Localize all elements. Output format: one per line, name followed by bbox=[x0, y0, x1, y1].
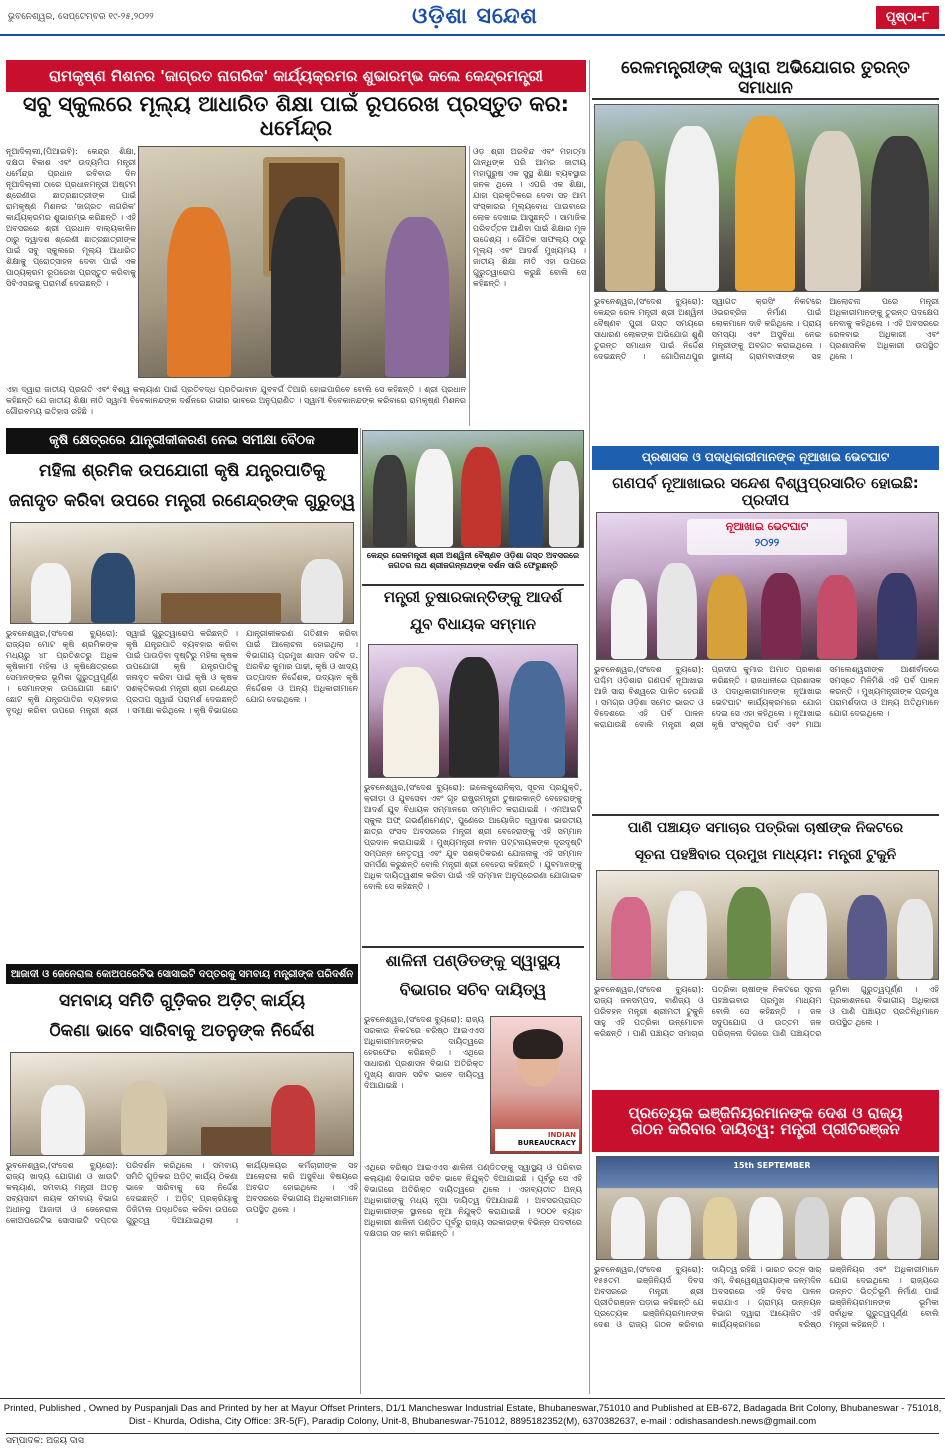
engineers-headline-2: ଗଠନ କରିବାର ଦାୟିତ୍ୱ: ମନ୍ତ୍ରୀ ପ୍ରୀତିରଞ୍ଜନ bbox=[631, 1120, 900, 1138]
agri-headline-2: ଜନାଦୃତ କରିବା ଉପରେ ମନ୍ତ୍ରୀ ରଣେନ୍ଦ୍ରଙ୍କ ଗୁରୁତ୍ୱ bbox=[8, 491, 356, 512]
engineers-headline-1: ପ୍ରତ୍ୟେକ ଇଞ୍ଜିନିୟରମାନଙ୍କ ଦେଶ ଓ ରାଜ୍ୟ bbox=[628, 1103, 903, 1122]
imprint-line-1: Printed, Published , Owned by Puspanjali Das and Printed by her at Mayur Offset Printers, D1/1 Mancheswar Industrial Estate, Bhubaneswar,751010 and Published at EB-672, Badagada Brit Colony, Bhubaneswar - 751018, bbox=[3, 1403, 942, 1414]
story1-right: ଓଡ଼ ଶ୍ରୀ ଅରବିନ୍ଦ ଏବଂ ମହାତ୍ମା ଗାନ୍ଧିଙ୍କ ପରି ଆମର ଜାତୀୟ ମହାପୁରୁଷ ଏକ ସୁସ୍ଥ ଶିକ୍ଷା ବ୍ୟବସ୍ଥାର ଜନକ ଥିଲେ । ଏପରି ଏକ ଶିକ୍ଷା, ଯାହା ପ୍ରକୃତିକରେ ଦେବା ସହ ଆମ ସଂସ୍କାରର ମୂଲ୍ୟବୋଧ ପାଇବାରେ ଲୋକ ଦେଖାଇ ଆସୁଛନ୍ତି । ସାମାଜିକ ପରିବର୍ତ୍ତନ ଆଣିବା ପାଇଁ ଶିକ୍ଷାର ମୂଳ ଉଦ୍ଦେଶ୍ୟ । ଗୌତିକ ସାଫଲ୍ୟ ଠାରୁ ମୂଲ୍ୟ ଏବଂ ଆଦର୍ଶ ମୁଖ୍ୟମୟ । ଜାତୀୟ ଶିକ୍ଷା ନୀତି ଏହା ଉପରେ ଗୁରୁତ୍ୱାରୋପ କରୁଛି ବୋଲି ସେ କହିଛନ୍ତି । bbox=[473, 147, 586, 288]
mla-headline-1: ମନ୍ତ୍ରୀ ତୁଷାରକାନ୍ତିଙ୍କୁ ଆଦର୍ଶ bbox=[362, 584, 584, 610]
water-photo bbox=[596, 870, 939, 980]
engineers-body: ଭୁବନେଶ୍ୱର,(ସଂଦେଶ ବ୍ୟୁରୋ): ୧୫୫ତମ ଇଞ୍ଜିନିୟର୍ସ ଦିବସ ଅବସରରେ ମନ୍ତ୍ରୀ ଶ୍ରୀ ପ୍ରୀତିରଞ୍ଜନ ଘଡ଼ାଇ କହିଛନ୍ତି ଯେ ପ୍ରତ୍ୟେକ ଇଞ୍ଜିନିୟରମାନଙ୍କ ଦେଶ ଓ ରାଜ୍ୟ ଗଠନ କରିବାର ଦାୟିତ୍ୱ ରହିଛି । ଭାରତ ରତ୍ନ ସାର୍ ଏମ୍. ବିଶ୍ୱେଶ୍ୱରାୟାଙ୍କ ଜନ୍ମଦିନ ଅବସରରେ ଏହି ଦିବସ ପାଳନ କରାଯାଏ । ଗ୍ରାମ୍ୟ ଉନ୍ନୟନ ବିଭାଗ ଦ୍ୱାରା ଆୟୋଜିତ ଏହି କାର୍ଯ୍ୟକ୍ରମରେ ବରିଷ୍ଠ ଇଞ୍ଜିନିୟର ଏବଂ ଅଧିକାରୀମାନେ ଯୋଗ ଦେଇଥିଲେ । ରାଜ୍ୟରେ ଉନ୍ନତ ଭିତ୍ତିଭୂମି ନିର୍ମାଣ ପାଇଁ ଇଞ୍ଜିନିୟରମାନଙ୍କ ଭୂମିକା ସର୍ବାଧିକ ଗୁରୁତ୍ୱପୂର୍ଣ୍ଣ ବୋଲି ମନ୍ତ୍ରୀ କହିଛନ୍ତି । bbox=[594, 1265, 939, 1329]
imprint-line-2: Dist - Khurda, Odisha, City Office: 3R-5(F), Paradip Colony, Unit-8, Bhubaneswar-751012, 8895182352(M), 6370382637, e-mail : odishasandesh.news@gmail.com bbox=[128, 1416, 817, 1427]
water-headline-1: ପାଣି ପଞ୍ଚାୟତ ସମାଚାର ପତ୍ରିକା ଚାଷୀଙ୍କ ନିକଟରେ bbox=[592, 814, 939, 840]
story1-photo bbox=[138, 146, 466, 378]
puri-photo bbox=[362, 430, 584, 548]
mla-photo bbox=[368, 644, 578, 778]
engineers-stage-text: 15th SEPTEMBER bbox=[733, 1161, 811, 1170]
mla-body: ଭୁବନେଶ୍ୱର,(ସଂଦେଶ ବ୍ୟୁରୋ): ଇଲେକ୍ଟ୍ରୋନିକ୍ସ, ସୂଚନା ପ୍ରଯୁକ୍ତି, କ୍ରୀଡ଼ା ଓ ଯୁବସେବା ଏବଂ ଗୃହ ରାଷ୍ଟ୍ରମନ୍ତ୍ରୀ ତୁଷାରକାନ୍ତି ବେହେରାଙ୍କୁ ଆଦର୍ଶ ଯୁବ ବିଧାୟକ ସମ୍ମାନରେ ସମ୍ମାନିତ କରାଯାଇଛି । ଏମଆଇଟି ସ୍କୁଲ ଅଫ୍ ଗଭର୍ଣ୍ଣମେଣ୍ଟ, ପୁଣେରେ ଆୟୋଜିତ ଦ୍ୱାଦଶ ଭାରତୀୟ ଛାତ୍ର ସଂସଦ ଅବସରରେ ମନ୍ତ୍ରୀ ଶ୍ରୀ ବେହେରାଙ୍କୁ ଏହି ସମ୍ମାନ ପ୍ରଦାନ କରାଯାଇଛି । ମୁଖ୍ୟମନ୍ତ୍ରୀ ନବୀନ ପଟ୍ଟନାୟକଙ୍କ ଦୂରଦୃଷ୍ଟି ସମ୍ପନ୍ନ ନେତୃତ୍ୱ ଏବଂ ଯୁବ ସଶକ୍ତିକରଣ ଯୋଜନାକୁ ଏହି ସମ୍ମାନ ସମର୍ପଣ କରୁଛନ୍ତି ବୋଲି ମନ୍ତ୍ରୀ ଶ୍ରୀ ବେହେରା କହିଛନ୍ତି । ଯୁବମାନଙ୍କୁ ଅଧିକ ଦାୟିତ୍ୱଶୀଳ କରିବା ପାଇଁ ଏହି ସମ୍ମାନ ଅନୁପ୍ରେରଣା ଯୋଗାଇବ ବୋଲି ସେ କହିଛନ୍ତି । bbox=[364, 783, 582, 891]
mla-headline-2: ଯୁବ ବିଧାୟକ ସମ୍ମାନ bbox=[409, 615, 537, 634]
shalini-body-top: ଭୁବନେଶ୍ୱର,(ସଂଦେଶ ବ୍ୟୁରୋ): ରାଜ୍ୟ ସରକାର ନିକଟରେ ବରିଷ୍ଠ ଆଇଏଏସ ଅଧିକାରୀମାନଙ୍କର ଦାୟିତ୍ୱରେ ହେରଫେର କରିଛନ୍ତି । ଏଥିରେ ସାଧାରଣ ପ୍ରଶାସନ ବିଭାଗ ଅତିରିକ୍ତ ମୁଖ୍ୟ ଶାସନ ସଚିବ ଭାବେ ଦାୟିତ୍ୱ ଦିଆଯାଇଛି । bbox=[364, 1015, 484, 1090]
rail-body: ଭୁବନେଶ୍ୱର,(ସଂଦେଶ ବ୍ୟୁରୋ): କେନ୍ଦ୍ର ରେଳ ମନ୍ତ୍ରୀ ଶ୍ରୀ ଅଶ୍ୱିନୀ ବୈଷ୍ଣବ ପୁରୀ ଗସ୍ତ ସମୟରେ ସାଧାରଣ ଲୋକଙ୍କ ଅଭିଯୋଗ ଶୁଣି ତୁରନ୍ତ ସମାଧାନ ପାଇଁ ନିର୍ଦ୍ଦେଶ ଦେଇଛନ୍ତି । ଗୋପିନାଥପୁର ସ୍ୱାଗତ କ୍ରସିଂ ନିକଟରେ ଓଭରବ୍ରିଜ ନିର୍ମାଣ ପାଇଁ ଲୋକମାନେ ଦାବି କରିଥିଲେ । ପ୍ରାୟ ସମସ୍ୟା ଏବଂ ଅସୁବିଧା ନେଇ ମନ୍ତ୍ରୀଙ୍କୁ ଅବଗତ କରାଇଥିଲେ । ସ୍ଥାନୀୟ ଗ୍ରାମବାସୀଙ୍କ ସହ ଆଲୋଚନା ପରେ ମନ୍ତ୍ରୀ ଅଧିକାରୀମାନଙ୍କୁ ତୁରନ୍ତ ପଦକ୍ଷେପ ନେବାକୁ କହିଥିଲେ । ଏହି ଅବସରରେ ରେଳବାଇ ଅଧିକାରୀ ଏବଂ ପ୍ରଶାସନିକ ଅଧିକାରୀ ଉପସ୍ଥିତ ଥିଲେ । bbox=[594, 297, 939, 361]
water-body: ଭୁବନେଶ୍ୱର,(ସଂଦେଶ ବ୍ୟୁରୋ): ରାଜ୍ୟ ଜଳସମ୍ପଦ, ବାଣିଜ୍ୟ ଓ ପରିବହନ ମନ୍ତ୍ରୀ ଶ୍ରୀମତୀ ଟୁକୁନି ସାହୁ ଏହି ପତ୍ରିକା ଉନ୍ମୋଚନ କରିଛନ୍ତି । ପାଣି ପଞ୍ଚାୟତ ସମାଚାର ପତ୍ରିକା ଚାଷୀଙ୍କ ନିକଟରେ ସୂଚନା ପହଞ୍ଚାଇବାର ପ୍ରମୁଖ ମାଧ୍ୟମ ବୋଲି ସେ କହିଛନ୍ତି । ଜଳ ସଦୁପଯୋଗ ଓ ଉତ୍ତମ ଜଳ ପରିଚାଳନା ଦିଗରେ ପାଣି ପଞ୍ଚାୟତର ଭୂମିକା ଗୁରୁତ୍ୱପୂର୍ଣ୍ଣ । ଏହି ପ୍ରକାଶନରେ ବିଭାଗୀୟ ଅଧିକାରୀ ଓ ପାଣି ପଞ୍ଚାୟତ ପ୍ରତିନିଧିମାନେ ଉପସ୍ଥିତ ଥିଲେ । bbox=[594, 985, 939, 1038]
column-divider bbox=[589, 60, 590, 1394]
nuakhai-banner: ନୂଆଖାଇ ଭେଟଘାଟ ୨୦୨୨ bbox=[687, 519, 847, 555]
nuakhai-body: ଭୁବନେଶ୍ୱର,(ସଂଦେଶ ବ୍ୟୁରୋ): ପଶ୍ଚିମ ଓଡ଼ିଶାର ଗଣପର୍ବ ନୂଆଖାଇ ଆଜି ସାରା ବିଶ୍ୱରେ ପାଳିତ ହେଉଛି । ସମଗ୍ର ଓଡ଼ିଶା ସମେତ ଭାରତ ଓ ବିଦେଶରେ ଏହି ପର୍ବ ପାଳନ କରାଯାଉଛି ବୋଲି ମନ୍ତ୍ରୀ ଶ୍ରୀ ପ୍ରଦୀପ କୁମାର ଅମାତ ପ୍ରକାଶ କରିଛନ୍ତି । ରାଜଧାନୀରେ ପ୍ରଶାସକ ଓ ପଦାଧିକାରୀମାନଙ୍କ ନୂଆଖାଇ ଭେଟଘାଟ କାର୍ଯ୍ୟକ୍ରମରେ ଯୋଗ ଦେଇ ସେ ଏହା କହିଥିଲେ । ନୂଆଖାଇ କୃଷି ସଂସ୍କୃତିର ପର୍ବ ଏବଂ ମାଆ ସମଲେଶ୍ୱରୀଙ୍କ ଆଶୀର୍ବାଦରେ ସମସ୍ତେ ମିଳିମିଶି ଏହି ପର୍ବ ପାଳନ କରନ୍ତି । ମୁଖ୍ୟମନ୍ତ୍ରୀଙ୍କ ପ୍ରମୁଖ ପରାମର୍ଶଦାତା ଓ ଅନ୍ୟ ଅତିଥିମାନେ ଯୋଗ ଦେଇଥିଲେ । bbox=[594, 665, 939, 729]
column-divider bbox=[360, 428, 361, 1394]
coop-band: ଆଜାଦୀ ଓ ଜେନେରାଲ କୋଅପରେଟିଭ ସୋସାଇଟି ଦପ୍ତରକୁ ସମବାୟ ମନ୍ତ୍ରୀଙ୍କ ପରିଦର୍ଶନ bbox=[6, 964, 358, 984]
indian-bureaucracy-badge: INDIAN BUREAUCRACY bbox=[495, 1129, 579, 1151]
story1-headline: ସବୁ ସ୍କୁଲରେ ମୂଲ୍ୟ ଆଧାରିତ ଶିକ୍ଷା ପାଇଁ ରୂପରେଖ ପ୍ରସ୍ତୁତ କର: ଧର୍ମେନ୍ଦ୍ର bbox=[22, 91, 570, 140]
nuakhai-band: ପ୍ରଶାସକ ଓ ପଦାଧିକାରୀମାନଙ୍କ ନୂଆଖାଇ ଭେଟଘାଟ bbox=[592, 446, 939, 470]
masthead-rule bbox=[0, 34, 945, 36]
imprint-footer bbox=[0, 1398, 945, 1432]
coop-headline-1: ସମବାୟ ସମିତି ଗୁଡ଼ିକର ଅଡ଼ିଟ୍ କାର୍ଯ୍ୟ bbox=[59, 991, 305, 1012]
rail-headline: ରେଳମନ୍ତ୍ରୀଙ୍କ ଦ୍ୱାରା ଅଭିଯୋଗର ତୁରନ୍ତ ସମାଧାନ bbox=[592, 60, 939, 100]
shalini-headline-1: ଶାଳିନୀ ପଣ୍ଡିତଙ୍କୁ ସ୍ୱାସ୍ଥ୍ୟ bbox=[362, 946, 584, 974]
engineers-photo bbox=[596, 1156, 939, 1260]
shalini-photo bbox=[490, 1016, 582, 1154]
engineers-band bbox=[592, 1090, 939, 1152]
story1-bottom: ଏହା ଦ୍ୱାରା ଜାତୀୟ ପ୍ରଗତି ଏବଂ ବିଶ୍ୱ କଲ୍ୟାଣ ପାଇଁ ପ୍ରତିବଦ୍ଧ ପ୍ରତିଭାବାନ ଯୁବବର୍ଗ ତିଆରି ହୋଇପାରିବେ ବୋଲି ସେ କହିଛନ୍ତି । ଶ୍ରୀ ପ୍ରଧାନ କହିଛନ୍ତି ଯେ ଜାତୀୟ ଶିକ୍ଷା ନୀତି ସ୍ୱାମୀ ବିବେକାନନ୍ଦଙ୍କ ଦର୍ଶନରେ ଗଭୀର ଭାବରେ ଅନୁପ୍ରାଣିତ । ସ୍ୱାମୀ ବିବେକାନନ୍ଦଙ୍କ କରିବାରେ ରାମକୃଷ୍ଣ ମିଶନର ଗୌରବମୟ ଇତିହାସ ରହିଛି । bbox=[6, 385, 466, 416]
agri-band: କୃଷି କ୍ଷେତ୍ରରେ ଯାନ୍ତ୍ରୀକୀକରଣ ନେଇ ସମୀକ୍ଷା ବୈଠକ bbox=[6, 428, 358, 454]
agri-headline-1: ମହିଳା ଶ୍ରମିକ ଉପଯୋଗୀ କୃଷି ଯନ୍ତ୍ରପାତିକୁ bbox=[38, 461, 326, 482]
puri-caption: କେନ୍ଦ୍ର ରେଳମନ୍ତ୍ରୀ ଶ୍ରୀ ଅଶ୍ୱିନୀ ବୈଷ୍ଣବ ଓଡ଼ିଶା ଗସ୍ତ ଅବସରରେ ଜଗତର ନାଥ ଶ୍ରୀଜଗନ୍ନାଥଙ୍କ ଦର୍ଶନ ସାରି ଫେରୁଛନ୍ତି bbox=[366, 551, 580, 570]
rail-photo bbox=[594, 104, 939, 292]
coop-body: ଭୁବନେଶ୍ୱର,(ସଂଦେଶ ବ୍ୟୁରୋ): ରାଜ୍ୟ ଖାଦ୍ୟ ଯୋଗାଣ ଓ ଖାଉଟି କଲ୍ୟାଣ, ସମବାୟ ମନ୍ତ୍ରୀ ଅତନୁ ସବ୍ୟସାଚୀ ନାୟକ ସମବାୟ ବିଭାଗ ଅଧୀନସ୍ଥ ଆଜାଦୀ ଓ ଜେନେରାଲ କୋଅପରେଟିଭ ସୋସାଇଟି ଦପ୍ତର ପରିଦର୍ଶନ କରିଥିଲେ । ସମବାୟ ସମିତି ଗୁଡ଼ିକର ଅଡ଼ିଟ୍ କାର୍ଯ୍ୟ ଠିକଣା ଭାବେ ସାରିବାକୁ ସେ ନିର୍ଦ୍ଦେଶ ଦେଇଛନ୍ତି । ଅଡ଼ିଟ୍ ପ୍ରକ୍ରିୟାକୁ ଡିଜିଟାଲ ପଦ୍ଧତିରେ କରିବା ଉପରେ ଗୁରୁତ୍ୱ ଦିଆଯାଇଥିଲା । କାର୍ଯ୍ୟାଳୟର କର୍ମଚାରୀଙ୍କ ସହ ଆଲୋଚନା କରି ଅସୁବିଧା ବିଷୟରେ ଅବଗତ ହୋଇଥିଲେ । ଏହି ଅବସରରେ ବିଭାଗୀୟ ଅଧିକାରୀମାନେ ଉପସ୍ଥିତ ଥିଲେ । bbox=[6, 1161, 358, 1225]
masthead-title: ଓଡ଼ିଶା ସନ୍ଦେଶ bbox=[412, 4, 538, 29]
masthead-date: ଭୁବନେଶ୍ୱର, ସେପ୍ଟେମ୍ବର ୧୯-୨୫,୨୦୨୨ bbox=[8, 12, 154, 22]
nuakhai-photo bbox=[596, 512, 939, 660]
editor-credit: ସମ୍ପାଦକ: ଅଜୟ ଦାସ bbox=[6, 1433, 939, 1446]
story1-lead: ନୂଆଦିଲ୍ଲୀ,(ପିଆଇବି): କେନ୍ଦ୍ର ଶିକ୍ଷା, ଦକ୍ଷତା ବିକାଶ ଏବଂ ଉଦ୍ୟମିତା ମନ୍ତ୍ରୀ ଧର୍ମେନ୍ଦ୍ର ପ୍ରଧାନ ରବିବାର ଦିନ ନୂଆଦିଲ୍ଲୀ ଠାରେ ପ୍ରଧାନମନ୍ତ୍ରୀ ଅଷ୍ଟମ ଶ୍ରେଣୀର ଛାତ୍ରଛାତ୍ରୀଙ୍କ ପାଇଁ ରାମକୃଷ୍ଣ ମିଶନର 'ଜାଗ୍ରତ ନାଗରିକ' କାର୍ଯ୍ୟକ୍ରମର ଶୁଭାରମ୍ଭ କରିଛନ୍ତି । ଏହି ଅବସରରେ ଶ୍ରୀ ପ୍ରଧାନ ବାଲ୍ୟକାଳିନ ଠାରୁ ଦ୍ୱାଦଶ ଶ୍ରେଣୀ ଛାତ୍ରଛାତ୍ରୀଙ୍କ ପାଇଁ ସବୁ ସ୍କୁଲରେ ମୂଲ୍ୟ ଆଧାରିତ ଶିକ୍ଷାକୁ ପ୍ରୋତ୍ସାହନ ଦେବା ପାଇଁ ଏକ ପାଠ୍ୟକ୍ରମ ରୂପରେଖ ପ୍ରସ୍ତୁତ କରିବାକୁ ସିବିଏସଇକୁ ପରାମର୍ଶ ଦେଇଛନ୍ତି । bbox=[6, 147, 136, 288]
story1-band: ରାମକୃଷ୍ଣ ମିଶନର 'ଜାଗ୍ରତ ନାଗରିକ' କାର୍ଯ୍ୟକ୍ରମର ଶୁଭାରମ୍ଭ କଲେ କେନ୍ଦ୍ରମନ୍ତ୍ରୀ bbox=[6, 60, 586, 92]
coop-photo bbox=[10, 1052, 354, 1156]
page-number: ପୃଷ୍ଠା-୮ bbox=[876, 6, 939, 29]
coop-headline-2: ଠିକଣା ଭାବେ ସାରିବାକୁ ଅତନୁଙ୍କ ନିର୍ଦ୍ଦେଶ bbox=[49, 1021, 315, 1042]
water-headline-2: ସୂଚନା ପହଞ୍ଚିବାର ପ୍ରମୁଖ ମାଧ୍ୟମ: ମନ୍ତ୍ରୀ ଟୁକୁନି bbox=[634, 846, 897, 863]
nuakhai-headline: ଗଣପର୍ବ ନୂଆଖାଇର ସନ୍ଦେଶ ବିଶ୍ୱପ୍ରସାରିତ ହୋଇଛି: ପ୍ରଦୀପ bbox=[612, 473, 919, 509]
agri-photo bbox=[10, 522, 354, 624]
shalini-headline-2: ବିଭାଗର ସଚିବ ଦାୟିତ୍ୱ bbox=[399, 979, 547, 999]
column-divider bbox=[469, 146, 470, 426]
shalini-body-bottom: ଏଥିରେ ବରିଷ୍ଠ ଆଇଏଏସ ଶାଳିନୀ ପଣ୍ଡିତଙ୍କୁ ସ୍ୱାସ୍ଥ୍ୟ ଓ ପରିବାର କଲ୍ୟାଣ ବିଭାଗର ସଚିବ ଭାବେ ନିଯୁକ୍ତି ଦିଆଯାଇଛି । ପୂର୍ବରୁ ସେ ଏହି ବିଭାଗରେ ଅତିରିକ୍ତ ଦାୟିତ୍ୱରେ ଥିଲେ । ଏହାବ୍ୟତୀତ ଅନ୍ୟ ଅଧିକାରୀଙ୍କୁ ମଧ୍ୟ ନୂଆ ଦାୟିତ୍ୱ ଦିଆଯାଇଛି । ଅବସରପ୍ରାପ୍ତ ଅଧିକାରୀଙ୍କ ସ୍ଥାନରେ ନୂଆ ନିଯୁକ୍ତି କରାଯାଇଛି । ୨୦୦୧ ବ୍ୟାଚ ଅଧିକାରୀ ଶାଳିନୀ ପଣ୍ଡିତ ପୂର୍ବରୁ ରାଜ୍ୟ ସରକାରଙ୍କ ବିଭିନ୍ନ ପଦବୀରେ ଦକ୍ଷତାର ସହ କାମ କରିଛନ୍ତି । bbox=[364, 1163, 582, 1238]
agri-body: ଭୁବନେଶ୍ୱର,(ସଂଦେଶ ବ୍ୟୁରୋ): ରାଜ୍ୟର ମୋଟ କୃଷି ଶ୍ରମିକଙ୍କ ମଧ୍ୟରୁ ୪୮ ପ୍ରତିଶତରୁ ଅଧିକ କୃଷିକାମୀ ମହିଳା ଓ କୃଷିକ୍ଷେତ୍ରରେ ସେମାନଙ୍କର ଭୂମିକା ଗୁରୁତ୍ୱପୂର୍ଣ୍ଣ । ସେମାନଙ୍କ ଉପଯୋଗୀ ଛୋଟ ଛୋଟ କୃଷି ଯନ୍ତ୍ରପାତିର ବ୍ୟବହାର ବୃଦ୍ଧି କରିବା ଉପରେ ମନ୍ତ୍ରୀ ଶ୍ରୀ ସ୍ୱାଇଁ ଗୁରୁତ୍ୱାରୋପ କରିଛନ୍ତି । କୃଷି ଯନ୍ତ୍ରପାତି ବ୍ୟବହାର କରିବା ପାଇଁ ପାଉଡ଼ିବା ଦୃଷ୍ଟିରୁ ମହିଳା କୃଷକ ଉପଯୋଗୀ କୃଷି ଯନ୍ତ୍ରପାତିକୁ ଜନାଦୃତ କରିବା ପାଇଁ କୃଷି ଓ କୃଷକ ସଶକ୍ତିକରଣ ମନ୍ତ୍ରୀ ଶ୍ରୀ ରଣେନ୍ଦ୍ର ପ୍ରତାପ ସ୍ୱାଇଁ ପରାମର୍ଶ ଦେଇଛନ୍ତି । ସମୀକ୍ଷା କରିଥିଲେ । କୃଷି ବିଭାଗରେ ଯାନ୍ତ୍ରୀକୀକରଣ ଗତିଶୀଳ କରିବା ପାଇଁ ଆଲୋଚନା ହୋଇଥିଲା । ବିଭାଗୀୟ ପ୍ରମୁଖ ଶାସନ ସଚିବ ଡ. ଅରବିନ୍ଦ କୁମାର ପାଢୀ, କୃଷି ଓ ଖାଦ୍ୟ ଉତ୍ପାଦନ ନିର୍ଦ୍ଦେଶକ, ଉଦ୍ୟାନ କୃଷି ନିର୍ଦ୍ଦେଶକ ଓ ଅନ୍ୟ ଅଧିକାରୀମାନେ ଯୋଗ ଦେଇଥିଲେ । bbox=[6, 629, 358, 715]
